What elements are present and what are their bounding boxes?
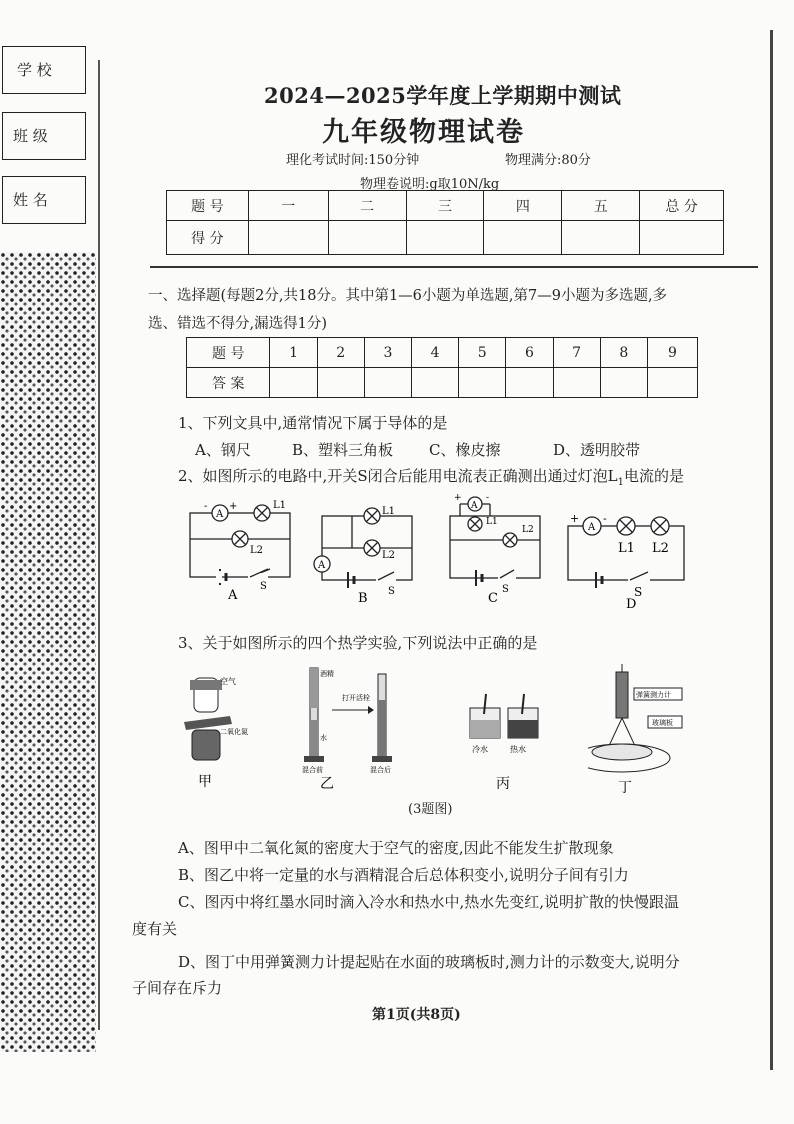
figure-name-bing: 丙 (496, 776, 510, 790)
score-header-5: 五 (562, 191, 640, 221)
switch-label: S (388, 586, 395, 597)
figure-ding (588, 662, 698, 796)
arrow-head-icon (368, 706, 374, 714)
score-header-2: 二 (328, 191, 406, 221)
school-label: 学 校 (17, 61, 52, 79)
q3-option-b: B、图乙中将一定量的水与酒精混合后总体积变小,说明分子间有引力 (178, 866, 629, 884)
answer-cell[interactable] (270, 368, 317, 398)
circuit-d-diagram (562, 506, 692, 614)
answer-header-2: 2 (317, 338, 364, 368)
ammeter-label: A (588, 522, 596, 533)
class-label: 班 级 (13, 127, 48, 145)
figure-yi (298, 664, 418, 790)
score-header-3: 三 (406, 191, 484, 221)
student-info-sidebar (2, 46, 86, 242)
l1-label: L1 (382, 506, 396, 517)
minus-sign: - (204, 501, 208, 512)
score-header-total: 总 分 (640, 191, 724, 221)
answer-cell[interactable] (459, 368, 506, 398)
l2-label: L2 (652, 541, 669, 556)
answer-header-6: 6 (506, 338, 553, 368)
hot-water-fill (508, 720, 538, 738)
circuit-d-label: D (626, 597, 637, 612)
l2-label: L2 (522, 525, 534, 535)
cold-water-fill (470, 720, 500, 738)
q2-stem-tail: 电流的是 (623, 467, 684, 485)
string-icon (608, 718, 622, 748)
ammeter-label: A (216, 509, 224, 520)
exam-time: 理化考试时间:150分钟 (286, 153, 420, 168)
l1-label: L1 (618, 541, 635, 556)
page-number: 第1页(共8页) (372, 1007, 461, 1023)
circuit-c-label: C (488, 591, 498, 606)
circuit-b-diagram (312, 500, 422, 608)
score-cell[interactable] (406, 221, 484, 255)
mixed-column (378, 700, 386, 756)
alcohol-label: 酒精 (320, 670, 334, 678)
figure-caption: (3题图) (408, 802, 453, 817)
circuit-a-label: A (228, 588, 238, 603)
q3-option-d-cont: 子间存在斥力 (132, 979, 223, 997)
ammeter-label: A (471, 501, 478, 511)
score-cell[interactable] (248, 221, 328, 255)
q3-stem: 3、关于如图所示的四个热学实验,下列说法中正确的是 (178, 634, 538, 652)
l2-label: L2 (250, 545, 264, 556)
q1-stem: 1、下列文具中,通常情况下属于导体的是 (178, 414, 448, 432)
l1-label: L1 (486, 517, 498, 527)
tube-base-icon (304, 756, 324, 762)
no2-label: 二氧化氮 (220, 728, 248, 736)
q1-option-a: A、钢尺 (195, 441, 251, 459)
q2-stem (178, 465, 684, 488)
q3-option-c-cont: 度有关 (132, 920, 178, 938)
score-cell[interactable] (640, 221, 724, 255)
score-header-4: 四 (484, 191, 562, 221)
q1-option-d: D、透明胶带 (553, 441, 641, 459)
answer-header-8: 8 (600, 338, 647, 368)
circuit-b-label: B (358, 591, 368, 606)
plus-sign: + (570, 512, 580, 525)
binding-pattern (0, 252, 96, 1052)
string-icon (622, 718, 636, 748)
cold-water-label: 冷水 (472, 745, 488, 754)
jar-cap-icon (190, 680, 222, 690)
q3-option-a: A、图甲中二氧化氮的密度大于空气的密度,因此不能发生扩散现象 (178, 839, 614, 857)
exam-title-line2: 九年级物理试卷 (322, 117, 525, 148)
water-column (310, 720, 318, 756)
switch-label: S (502, 584, 509, 595)
l1-label: L1 (273, 500, 287, 511)
figure-bing (464, 690, 554, 790)
q2-stem-subscript: 1 (617, 477, 624, 488)
open-valve-label: 打开活栓 (342, 694, 370, 702)
hot-water-label: 热水 (510, 745, 526, 754)
q3-option-d: D、图丁中用弹簧测力计提起贴在水面的玻璃板时,测力计的示数变大,说明分 (178, 953, 680, 971)
answer-cell[interactable] (553, 368, 600, 398)
school-field (2, 46, 86, 94)
section1-heading-cont: 选、错选不得分,漏选得1分) (148, 316, 327, 332)
minus-sign: - (486, 493, 490, 503)
score-row-label: 得 分 (167, 221, 249, 255)
figure-name-yi: 乙 (320, 776, 334, 790)
full-score: 物理满分:80分 (505, 153, 591, 168)
ammeter-label: A (318, 560, 326, 571)
score-header-1: 一 (248, 191, 328, 221)
spring-scale-label: 弹簧测力计 (636, 691, 671, 699)
answer-header-label: 题 号 (187, 338, 270, 368)
plus-sign: + (229, 501, 238, 512)
q1-option-b: B、塑料三角板 (292, 441, 394, 459)
section1-heading: 一、选择题(每题2分,共18分。其中第1—6小题为单选题,第7—9小题为多选题,多 (148, 288, 668, 304)
gravity-note: 物理卷说明:g取10N/kg (360, 177, 500, 192)
no2-jar-icon (192, 730, 220, 760)
answer-header-4: 4 (412, 338, 459, 368)
switch-label: S (634, 585, 643, 599)
figure-name-ding: 丁 (618, 780, 632, 796)
answer-row-label: 答 案 (187, 368, 270, 398)
score-cell[interactable] (328, 221, 406, 255)
answer-header-9: 9 (647, 338, 697, 368)
spring-scale-icon (616, 672, 628, 718)
class-field (2, 112, 86, 160)
answer-cell[interactable] (647, 368, 697, 398)
plus-sign: + (454, 493, 462, 503)
name-label: 姓 名 (13, 191, 48, 209)
glass-label: 玻璃板 (652, 719, 673, 727)
air-label: 空气 (220, 677, 236, 686)
score-cell[interactable] (484, 221, 562, 255)
q3-option-c: C、图丙中将红墨水同时滴入冷水和热水中,热水先变红,说明扩散的快慢跟温 (178, 893, 680, 911)
alcohol-column (310, 668, 318, 708)
binding-line (98, 60, 100, 1030)
answer-table (186, 337, 698, 398)
answer-cell[interactable] (412, 368, 459, 398)
minus-sign: - (603, 512, 607, 525)
section-divider (150, 266, 758, 268)
score-header-label: 题 号 (167, 191, 249, 221)
circuit-a-diagram (180, 495, 300, 605)
answer-header-1: 1 (270, 338, 317, 368)
q2-stem-text: 2、如图所示的电路中,开关S闭合后能用电流表正确测出通过灯泡L (178, 467, 618, 485)
figure-name-jia: 甲 (198, 774, 212, 790)
exam-title-line1: 2024—2025学年度上学期期中测试 (264, 83, 622, 108)
l2-label: L2 (382, 550, 396, 561)
q1-option-c: C、橡皮擦 (429, 441, 501, 459)
score-cell[interactable] (562, 221, 640, 255)
answer-header-5: 5 (459, 338, 506, 368)
after-label: 混合后 (370, 766, 391, 774)
name-field (2, 176, 86, 224)
glass-plate-icon (592, 744, 652, 760)
score-table (166, 190, 724, 255)
answer-header-3: 3 (364, 338, 411, 368)
answer-cell[interactable] (506, 368, 553, 398)
switch-label: S (260, 581, 267, 592)
answer-cell[interactable] (600, 368, 647, 398)
answer-header-7: 7 (553, 338, 600, 368)
circuit-c-diagram (440, 490, 550, 608)
page-edge (770, 30, 773, 1070)
water-label: 水 (320, 734, 327, 742)
figure-jia (180, 672, 250, 790)
answer-cell[interactable] (364, 368, 411, 398)
before-label: 混合前 (302, 766, 323, 774)
battery-gap (216, 571, 222, 583)
tube-base-icon (372, 756, 392, 762)
answer-cell[interactable] (317, 368, 364, 398)
